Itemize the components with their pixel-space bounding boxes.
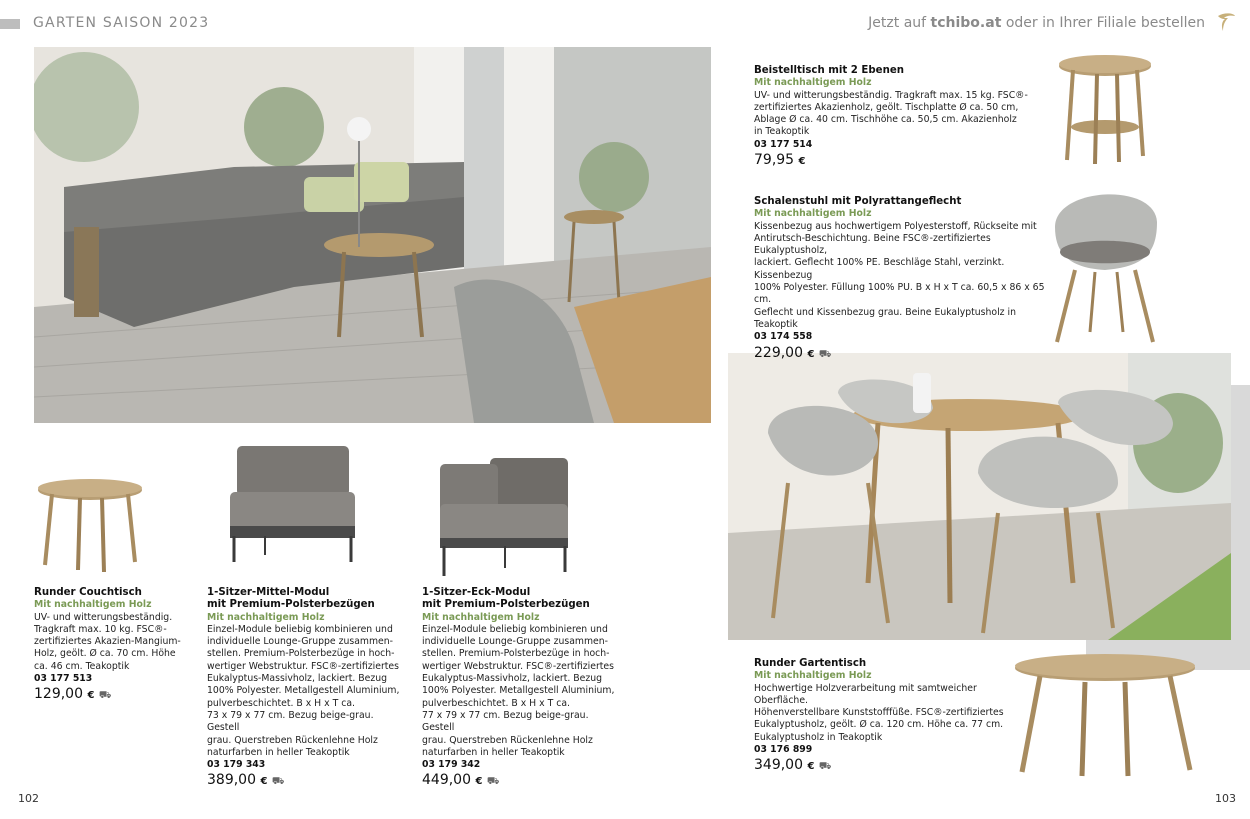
product-desc-line: UV- und witterungsbeständig. Tragkraft max. 15 kg. FSC®-: [754, 89, 1028, 101]
delivery-truck-icon: ⛟: [486, 776, 500, 788]
product-desc-line: 100% Polyester. Metallgestell Aluminium,: [207, 685, 400, 697]
product-subtitle: Mit nachhaltigem Holz: [34, 599, 152, 611]
article-number: 03 176 899: [754, 744, 813, 756]
product-beistelltisch: [754, 65, 1044, 168]
product-desc-line: wertiger Webstruktur. FSC®-zertifiziertes: [207, 660, 399, 672]
product-gartentisch: [754, 658, 1014, 774]
product-desc-line: Antirutsch-Beschichtung. Beine FSC®-zertifiziertes Eukalyptusholz,: [754, 232, 991, 257]
product-price: 449,00 € ⛟: [422, 772, 500, 789]
product-desc-line: individuelle Lounge-Gruppe zusammen-: [422, 636, 608, 648]
delivery-truck-icon: ⛟: [818, 761, 832, 773]
product-title: Runder Couchtisch: [34, 587, 142, 598]
product-desc-line: Einzel-Module beliebig kombinieren und: [422, 623, 608, 635]
product-desc-line: zertifiziertes Akazien-Mangium-: [34, 636, 181, 648]
product-desc-line: pulverbeschichtet. B x H x T ca.: [422, 697, 570, 709]
product-desc-line: Hochwertige Holzverarbeitung mit samtweicher Oberfläche.: [754, 682, 977, 706]
product-title: Beistelltisch mit 2 Ebenen: [754, 65, 904, 76]
article-number: 03 174 558: [754, 331, 813, 343]
catalog-title: GARTEN SAISON 2023: [33, 15, 210, 31]
delivery-truck-icon: ⛟: [98, 690, 112, 702]
product-couchtisch: [34, 587, 204, 703]
product-desc-line: naturfarben in heller Teakoptik: [422, 746, 565, 758]
page-number-right: 103: [1215, 792, 1236, 805]
delivery-truck-icon: ⛟: [818, 348, 832, 360]
product-image-mittel-modul: [225, 440, 360, 570]
product-desc-line: zertifiziertes Akazienholz, geölt. Tischplatte Ø ca. 50 cm,: [754, 101, 1019, 113]
product-desc-line: Tragkraft max. 10 kg. FSC®-: [34, 623, 167, 635]
product-desc-line: grau. Querstreben Rückenlehne Holz: [422, 734, 593, 746]
product-title: 1-Sitzer-Eck-Modul: [422, 587, 531, 598]
product-desc-line: lackiert. Geflecht 100% PE. Beschläge Stahl, verzinkt. Kissenbezug: [754, 257, 1005, 281]
product-desc-line: Kissenbezug aus hochwertigem Polyesterstoff, Rückseite mit: [754, 220, 1037, 232]
product-desc-line: grau. Querstreben Rückenlehne Holz: [207, 734, 378, 746]
product-image-eck-modul: [435, 452, 575, 582]
product-desc-line: Eukalyptusholz in Teakoptik: [754, 731, 883, 743]
product-eck-modul: [422, 587, 622, 789]
product-image-schalenstuhl: [1045, 182, 1165, 352]
article-number: 03 179 343: [207, 759, 266, 771]
product-subtitle: Mit nachhaltigem Holz: [754, 670, 872, 682]
product-desc-line: naturfarben in heller Teakoptik: [207, 746, 350, 758]
product-mittel-modul: [207, 587, 407, 789]
product-subtitle: Mit nachhaltigem Holz: [207, 611, 325, 623]
article-number: 03 179 342: [422, 759, 481, 771]
product-desc-line: stellen. Premium-Polsterbezüge in hoch-: [422, 648, 610, 660]
article-number: 03 177 513: [34, 673, 93, 685]
product-desc-line: 77 x 79 x 77 cm. Bezug beige-grau. Gestell: [422, 709, 589, 734]
product-desc-line: Einzel-Module beliebig kombinieren und: [207, 623, 393, 635]
product-subtitle: Mit nachhaltigem Holz: [754, 77, 872, 89]
article-number: 03 177 514: [754, 138, 813, 150]
product-title: Schalenstuhl mit Polyrattangeflecht: [754, 196, 962, 207]
product-desc-line: Eukalyptusholz, geölt. Ø ca. 120 cm. Höhe ca. 77 cm.: [754, 719, 1004, 731]
product-desc-line: Eukalyptus-Massivholz, lackiert. Bezug: [422, 673, 603, 685]
page-number-left: 102: [18, 792, 39, 805]
product-title: mit Premium-Polsterbezügen: [207, 599, 375, 611]
product-image-beistelltisch: [1055, 52, 1155, 167]
product-image-couchtisch: [30, 470, 150, 580]
product-price: 129,00 € ⛟: [34, 686, 112, 703]
product-desc-line: 100% Polyester. Füllung 100% PU. B x H x T ca. 60,5 x 86 x 65 cm.: [754, 282, 1045, 306]
delivery-truck-icon: ⛟: [271, 776, 285, 788]
order-hint: Jetzt auf tchibo.at oder in Ihrer Filiale bestellen: [868, 15, 1205, 31]
product-desc-line: wertiger Webstruktur. FSC®-zertifiziertes: [422, 660, 614, 672]
dining-scene-photo: [728, 353, 1231, 640]
product-price: 229,00 € ⛟: [754, 344, 832, 361]
product-desc-line: in Teakoptik: [754, 126, 810, 138]
hero-photo-lounge: [34, 47, 711, 423]
product-subtitle: Mit nachhaltigem Holz: [422, 611, 540, 623]
product-desc-line: pulverbeschichtet. B x H x T ca.: [207, 697, 355, 709]
product-title: mit Premium-Polsterbezügen: [422, 599, 590, 611]
header-bar-decor: [0, 19, 20, 29]
product-desc-line: 73 x 79 x 77 cm. Bezug beige-grau. Gestell: [207, 709, 374, 734]
product-desc-line: UV- und witterungsbeständig.: [34, 611, 173, 623]
product-price: 349,00 € ⛟: [754, 757, 832, 774]
product-desc-line: Ablage Ø ca. 40 cm. Tischhöhe ca. 50,5 cm. Akazienholz: [754, 114, 1017, 126]
product-desc-line: stellen. Premium-Polsterbezüge in hoch-: [207, 648, 395, 660]
product-schalenstuhl: [754, 196, 1054, 361]
product-subtitle: Mit nachhaltigem Holz: [754, 208, 872, 220]
product-desc-line: individuelle Lounge-Gruppe zusammen-: [207, 636, 393, 648]
tchibo-logo-icon: [1214, 10, 1238, 34]
product-desc-line: Eukalyptus-Massivholz, lackiert. Bezug: [207, 673, 388, 685]
product-desc-line: Geflecht und Kissenbezug grau. Beine Eukalyptusholz in Teakoptik: [754, 306, 1016, 330]
product-desc-line: 100% Polyester. Metallgestell Aluminium,: [422, 685, 615, 697]
product-desc-line: Höhenverstellbare Kunststofffüße. FSC®-zertifiziertes: [754, 707, 1004, 719]
product-price: 389,00 € ⛟: [207, 772, 285, 789]
product-title: Runder Gartentisch: [754, 658, 867, 669]
product-price: 79,95 €: [754, 152, 806, 169]
product-desc-line: Holz, geölt. Ø ca. 70 cm. Höhe: [34, 648, 176, 660]
product-desc-line: ca. 46 cm. Teakoptik: [34, 660, 130, 672]
shop-link[interactable]: tchibo.at: [930, 15, 1002, 31]
product-title: 1-Sitzer-Mittel-Modul: [207, 587, 330, 598]
product-image-gartentisch: [1010, 652, 1200, 782]
